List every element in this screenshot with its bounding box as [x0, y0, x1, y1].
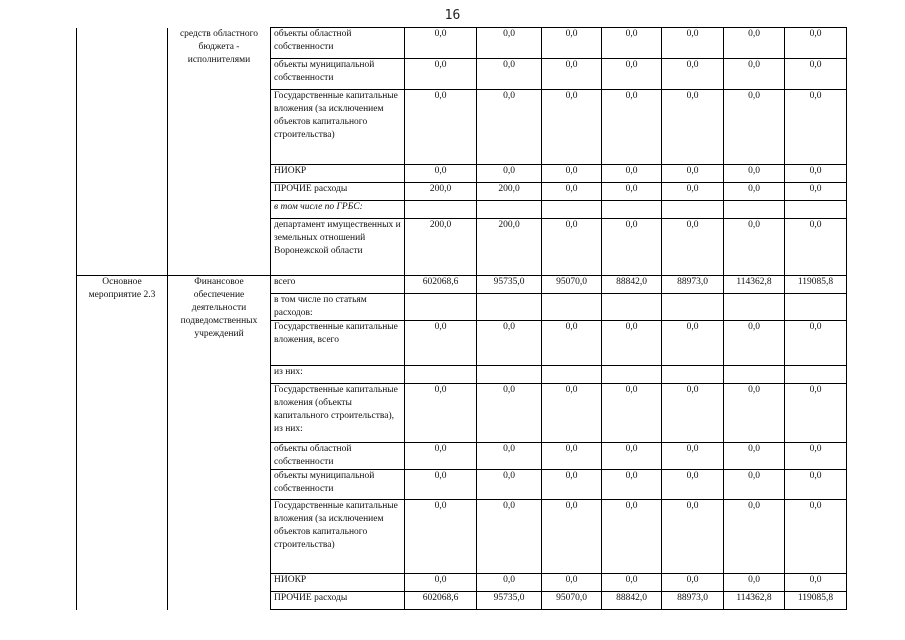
amount-cell — [662, 294, 724, 321]
amount-cell: 0,0 — [542, 59, 602, 90]
amount-cell: 0,0 — [785, 90, 847, 165]
amount-cell: 0,0 — [602, 574, 662, 592]
amount-cell: 0,0 — [662, 28, 724, 59]
amount-cell: 114362,8 — [724, 592, 785, 610]
amount-cell: 0,0 — [477, 470, 542, 500]
expense-category-label: объекты областной собственности — [271, 28, 405, 59]
amount-cell: 0,0 — [724, 384, 785, 443]
amount-cell: 0,0 — [724, 443, 785, 470]
amount-cell: 0,0 — [662, 183, 724, 201]
expense-category-label: Государственные капитальные вложения (за исключением объектов капитального строительства) — [271, 500, 405, 574]
amount-cell: 0,0 — [405, 443, 477, 470]
table-row — [77, 276, 847, 294]
expense-category-label: ПРОЧИЕ расходы — [271, 592, 405, 610]
amount-cell: 0,0 — [477, 384, 542, 443]
amount-cell: 0,0 — [602, 500, 662, 574]
expense-category-label: из них: — [271, 366, 405, 384]
amount-cell: 0,0 — [542, 321, 602, 366]
amount-cell — [662, 201, 724, 219]
expense-category-label: в том числе по ГРБС: — [271, 201, 405, 219]
amount-cell: 0,0 — [724, 219, 785, 276]
amount-cell: 0,0 — [542, 500, 602, 574]
amount-cell: 0,0 — [542, 384, 602, 443]
amount-cell: 0,0 — [477, 321, 542, 366]
amount-cell: 602068,6 — [405, 276, 477, 294]
activity-name-cell: Основное мероприятие 2.3 — [77, 276, 168, 610]
amount-cell: 0,0 — [662, 574, 724, 592]
amount-cell: 88973,0 — [662, 592, 724, 610]
amount-cell: 0,0 — [602, 183, 662, 201]
expense-category-label: НИОКР — [271, 165, 405, 183]
amount-cell: 0,0 — [477, 165, 542, 183]
amount-cell — [477, 294, 542, 321]
amount-cell: 0,0 — [662, 165, 724, 183]
budget-table — [76, 27, 847, 610]
amount-cell — [405, 366, 477, 384]
amount-cell: 0,0 — [405, 574, 477, 592]
expense-category-label: в том числе по статьям расходов: — [271, 294, 405, 321]
amount-cell: 0,0 — [662, 443, 724, 470]
amount-cell: 0,0 — [542, 574, 602, 592]
amount-cell: 0,0 — [785, 219, 847, 276]
amount-cell: 200,0 — [477, 183, 542, 201]
amount-cell: 0,0 — [405, 28, 477, 59]
amount-cell — [724, 366, 785, 384]
amount-cell: 0,0 — [724, 165, 785, 183]
expense-category-label: объекты муниципальной собственности — [271, 470, 405, 500]
amount-cell: 0,0 — [602, 219, 662, 276]
expense-category-label: объекты муниципальной собственности — [271, 59, 405, 90]
amount-cell: 0,0 — [724, 500, 785, 574]
amount-cell: 0,0 — [602, 59, 662, 90]
amount-cell: 0,0 — [477, 574, 542, 592]
amount-cell: 0,0 — [662, 384, 724, 443]
amount-cell: 0,0 — [785, 470, 847, 500]
expense-category-label: объекты областной собственности — [271, 443, 405, 470]
amount-cell: 0,0 — [785, 165, 847, 183]
expense-category-label: Государственные капитальные вложения (за исключением объектов капитального строительства) — [271, 90, 405, 165]
page-number: 16 — [444, 8, 461, 23]
amount-cell: 0,0 — [724, 59, 785, 90]
amount-cell: 0,0 — [477, 59, 542, 90]
amount-cell — [477, 366, 542, 384]
expense-category-label: Государственные капитальные вложения (объекты капитального строительства), из них: — [271, 384, 405, 443]
amount-cell: 95070,0 — [542, 276, 602, 294]
amount-cell — [542, 366, 602, 384]
amount-cell: 0,0 — [662, 500, 724, 574]
expense-category-label: департамент имущественных и земельных отношений Воронежской области — [271, 219, 405, 276]
amount-cell — [477, 201, 542, 219]
amount-cell: 0,0 — [602, 321, 662, 366]
amount-cell: 0,0 — [662, 219, 724, 276]
expense-category-label: НИОКР — [271, 574, 405, 592]
amount-cell — [724, 201, 785, 219]
amount-cell: 0,0 — [542, 219, 602, 276]
amount-cell: 0,0 — [405, 59, 477, 90]
table-row — [77, 28, 847, 59]
amount-cell — [602, 294, 662, 321]
amount-cell: 0,0 — [405, 470, 477, 500]
amount-cell: 95735,0 — [477, 276, 542, 294]
amount-cell: 0,0 — [477, 90, 542, 165]
amount-cell: 0,0 — [405, 500, 477, 574]
amount-cell: 95735,0 — [477, 592, 542, 610]
amount-cell: 0,0 — [724, 321, 785, 366]
amount-cell — [602, 201, 662, 219]
amount-cell: 0,0 — [477, 443, 542, 470]
amount-cell: 88842,0 — [602, 592, 662, 610]
amount-cell: 119085,8 — [785, 276, 847, 294]
activity-description-cell: Финансовое обеспечение деятельности подведомственных учреждений — [168, 276, 271, 610]
amount-cell: 114362,8 — [724, 276, 785, 294]
amount-cell: 0,0 — [542, 443, 602, 470]
amount-cell: 0,0 — [542, 90, 602, 165]
amount-cell: 88842,0 — [602, 276, 662, 294]
amount-cell: 0,0 — [602, 470, 662, 500]
amount-cell: 0,0 — [785, 59, 847, 90]
amount-cell — [602, 366, 662, 384]
amount-cell — [785, 366, 847, 384]
amount-cell — [542, 201, 602, 219]
amount-cell: 0,0 — [662, 321, 724, 366]
amount-cell: 88973,0 — [662, 276, 724, 294]
amount-cell: 0,0 — [542, 470, 602, 500]
amount-cell: 0,0 — [602, 384, 662, 443]
amount-cell: 0,0 — [405, 321, 477, 366]
amount-cell: 200,0 — [405, 183, 477, 201]
activity-description-cell: средств областного бюджета - исполнителями — [168, 28, 271, 276]
amount-cell: 0,0 — [405, 165, 477, 183]
amount-cell: 0,0 — [602, 443, 662, 470]
amount-cell — [785, 201, 847, 219]
amount-cell: 0,0 — [785, 28, 847, 59]
amount-cell: 200,0 — [405, 219, 477, 276]
amount-cell: 0,0 — [602, 165, 662, 183]
amount-cell — [662, 366, 724, 384]
amount-cell: 0,0 — [405, 90, 477, 165]
amount-cell: 0,0 — [785, 443, 847, 470]
amount-cell — [724, 294, 785, 321]
amount-cell: 0,0 — [724, 90, 785, 165]
expense-category-label: Государственные капитальные вложения, всего — [271, 321, 405, 366]
amount-cell: 0,0 — [785, 384, 847, 443]
amount-cell — [785, 294, 847, 321]
amount-cell — [405, 201, 477, 219]
amount-cell: 119085,8 — [785, 592, 847, 610]
amount-cell: 0,0 — [662, 470, 724, 500]
amount-cell: 0,0 — [724, 28, 785, 59]
amount-cell: 0,0 — [477, 500, 542, 574]
amount-cell: 0,0 — [542, 183, 602, 201]
amount-cell: 0,0 — [724, 470, 785, 500]
amount-cell: 0,0 — [662, 90, 724, 165]
amount-cell: 0,0 — [785, 321, 847, 366]
amount-cell: 200,0 — [477, 219, 542, 276]
amount-cell: 0,0 — [602, 90, 662, 165]
amount-cell: 95070,0 — [542, 592, 602, 610]
amount-cell: 0,0 — [662, 59, 724, 90]
amount-cell: 0,0 — [785, 574, 847, 592]
amount-cell: 0,0 — [542, 165, 602, 183]
amount-cell: 0,0 — [602, 28, 662, 59]
amount-cell — [405, 294, 477, 321]
budget-table-wrapper — [76, 27, 847, 610]
expense-category-label: всего — [271, 276, 405, 294]
expense-category-label: ПРОЧИЕ расходы — [271, 183, 405, 201]
amount-cell: 0,0 — [542, 28, 602, 59]
amount-cell: 602068,6 — [405, 592, 477, 610]
activity-name-cell — [77, 28, 168, 276]
amount-cell: 0,0 — [785, 500, 847, 574]
amount-cell: 0,0 — [477, 28, 542, 59]
amount-cell: 0,0 — [724, 183, 785, 201]
amount-cell — [542, 294, 602, 321]
budget-table-body — [77, 28, 847, 610]
amount-cell: 0,0 — [785, 183, 847, 201]
amount-cell: 0,0 — [405, 384, 477, 443]
amount-cell: 0,0 — [724, 574, 785, 592]
